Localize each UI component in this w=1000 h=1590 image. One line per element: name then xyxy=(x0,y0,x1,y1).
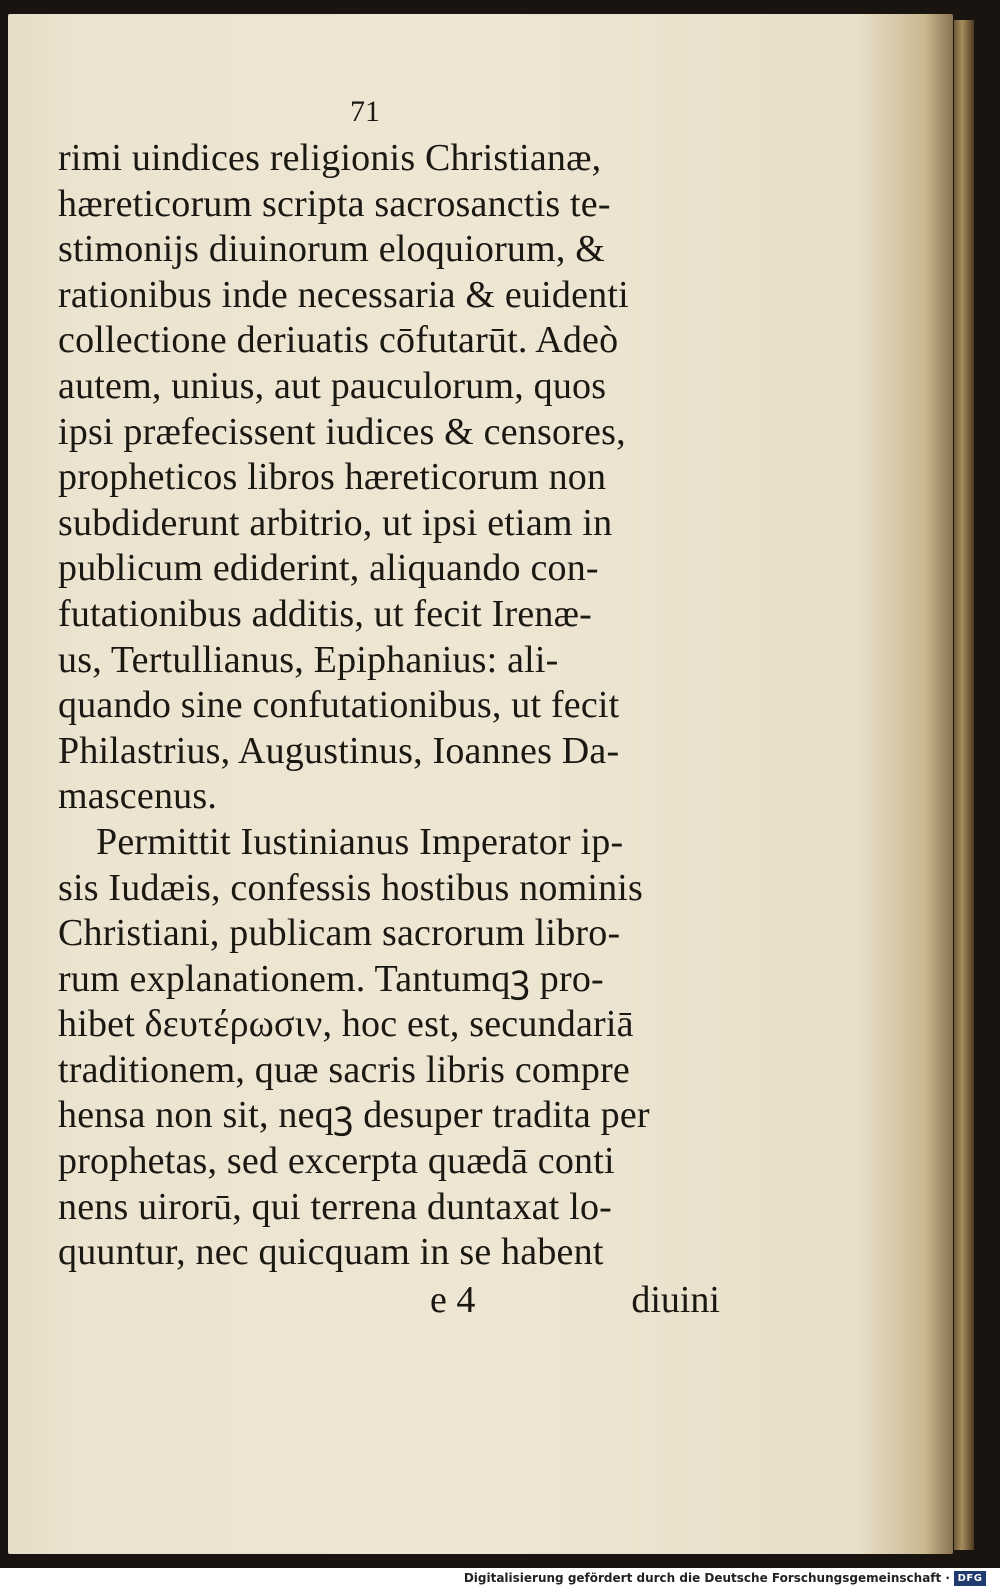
digitization-footer xyxy=(0,1568,1000,1590)
text-line: Philastrius, Augustinus, Ioannes Da- xyxy=(58,729,620,772)
text-line: quando sine confutationibus, ut fecit xyxy=(58,684,620,727)
text-line: publicum ediderint, aliquando con- xyxy=(58,547,599,590)
text-line: autem, unius, aut pauculorum, quos xyxy=(58,364,607,407)
text-line: rimi uindices religionis Christianæ, xyxy=(58,137,602,179)
page-edge xyxy=(954,20,974,1550)
text-line: mascenus. xyxy=(58,775,218,818)
text-line: rum explanationem. Tantumqꝫ pro- xyxy=(58,957,604,1000)
text-line: hensa non sit, neqꝫ desuper tradita per xyxy=(58,1094,650,1137)
signature-mark: e 4 xyxy=(430,1279,476,1321)
catchword: diuini xyxy=(631,1279,720,1321)
catchline xyxy=(430,1278,720,1322)
text-line: stimonijs diuinorum eloquiorum, & xyxy=(58,228,606,271)
text-line: hæreticorum scripta sacrosanctis te- xyxy=(58,182,611,225)
page-number: 71 xyxy=(350,95,380,128)
text-line: prophetas, sed excerpta quædā conti xyxy=(58,1140,615,1183)
text-line: Christiani, publicam sacrorum libro- xyxy=(58,912,621,955)
text-line: hibet δευτέρωσιν, hoc est, secundariā xyxy=(58,1003,634,1046)
text-line: rationibus inde necessaria & euidenti xyxy=(58,273,629,316)
text-line: traditionem, quæ sacris libris compre xyxy=(58,1048,631,1091)
text-line: subdiderunt arbitrio, ut ipsi etiam in xyxy=(58,501,613,544)
funding-credit: Digitalisierung gefördert durch die Deutsche Forschungsgemeinschaft · xyxy=(463,1571,950,1585)
text-line: nens uirorū, qui terrena duntaxat lo- xyxy=(58,1185,613,1228)
text-line: futationibus additis, ut fecit Irenæ- xyxy=(58,592,593,635)
text-line: ipsi præfecissent iudices & censores, xyxy=(58,410,626,453)
text-line: us, Tertullianus, Epiphanius: ali- xyxy=(58,638,559,681)
text-line: collectione deriuatis cōfutarūt. Adeò xyxy=(58,319,619,362)
dfg-logo-icon: DFG xyxy=(954,1571,986,1586)
body-text xyxy=(58,136,708,1276)
text-line: quuntur, nec quicquam in se habent xyxy=(58,1231,604,1274)
text-line: propheticos libros hæreticorum non xyxy=(58,456,607,499)
paragraph-start-line: Permittit Iustinianus Imperator ip- xyxy=(96,820,624,863)
text-line: sis Iudæis, confessis hostibus nominis xyxy=(58,866,644,909)
